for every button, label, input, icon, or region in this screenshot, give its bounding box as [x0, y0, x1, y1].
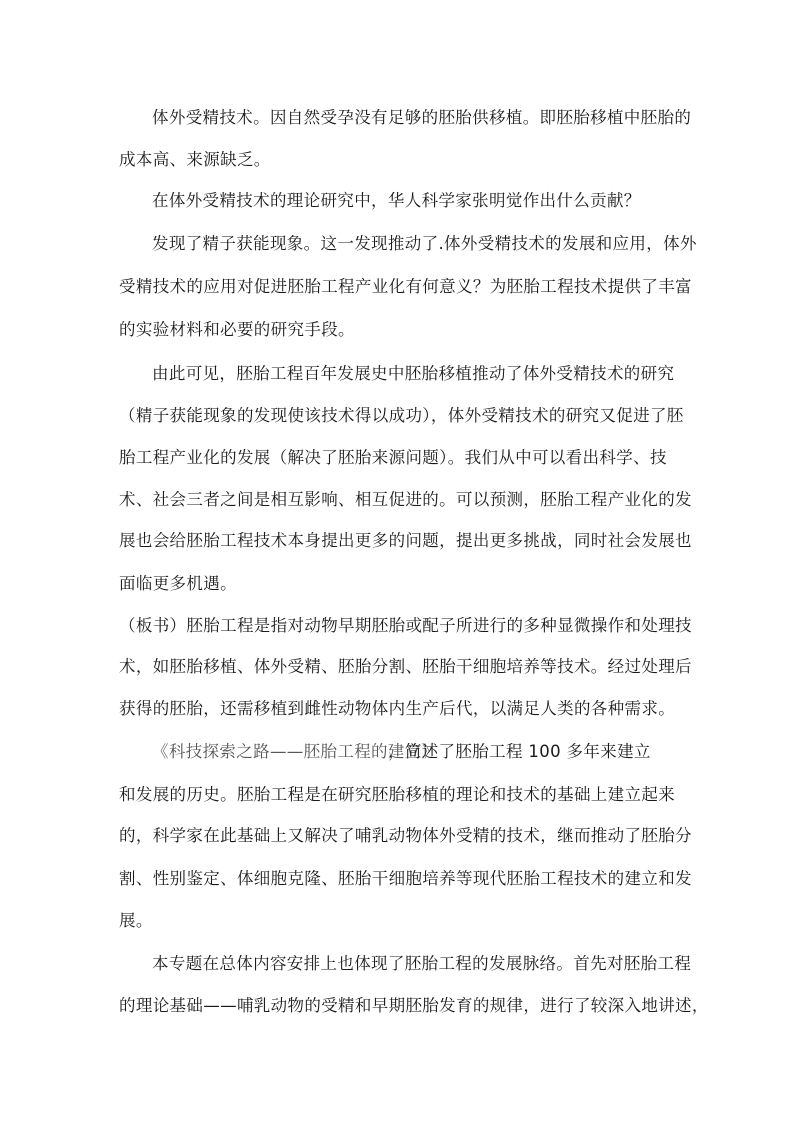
paragraph-line: （精子获能现象的发现使该技术得以成功），体外受精技术的研究又促进了胚 [119, 406, 684, 425]
paragraph-line: 的理论基础——哺乳动物的受精和早期胚胎发育的规律，进行了较深入地讲述， [119, 996, 709, 1015]
paragraph-line: 由此可见，胚胎工程百年发展史中胚胎移植推动了体外受精技术的研究 [152, 364, 675, 383]
paragraph-line: （板书）胚胎工程是指对动物早期胚胎或配子所进行的多种显微操作和处理技 [119, 616, 692, 635]
paragraph-line: 术，如胚胎移植、体外受精、胚胎分割、胚胎干细胞培养等技术。经过处理后 [119, 657, 692, 676]
paragraph-line: 在体外受精技术的理论研究中，华人科学家张明觉作出什么贡献？ [152, 191, 641, 210]
paragraph-line: 本专题在总体内容安排上也体现了胚胎工程的发展脉络。首先对胚胎工程 [152, 954, 692, 973]
paragraph-line: 受精技术的应用对促进胚胎工程产业化有何意义？为胚胎工程技术提供了丰富 [119, 277, 692, 296]
paragraph-line: 胎工程产业化的发展（解决了胚胎来源问题）。我们从中可以看出科学、技 [119, 448, 667, 467]
paragraph-line: 和发展的历史。胚胎工程是在研究胚胎移植的理论和技术的基础上建立起来 [119, 785, 676, 804]
paragraph-line: ，简述了胚胎工程 100 多年来建立 [388, 742, 651, 761]
paragraph-line: 术、社会三者之间是相互影响、相互促进的。可以预测，胚胎工程产业化的发 [119, 490, 692, 509]
paragraph-line: 的，科学家在此基础上又解决了哺乳动物体外受精的技术，继而推动了胚胎分 [119, 826, 692, 845]
paragraph-line: 展。 [119, 911, 153, 930]
paragraph-line: 获得的胚胎，还需移植到雌性动物体内生产后代，以满足人类的各种需求。 [119, 699, 676, 718]
paragraph-line: 割、性别鉴定、体细胞克隆、胚胎干细胞培养等现代胚胎工程技术的建立和发 [119, 869, 692, 888]
paragraph-line: 的实验材料和必要的研究手段。 [119, 320, 355, 339]
paragraph-line: 面临更多机遇。 [119, 574, 237, 593]
paragraph-line: 展也会给胚胎工程技术本身提出更多的问题，提出更多挑战，同时社会发展也 [119, 531, 692, 550]
paragraph-line: 体外受精技术。因自然受孕没有足够的胚胎供移植。即胚胎移植中胚胎的 [152, 108, 692, 127]
paragraph-line: 成本高、来源缺乏。 [119, 150, 271, 169]
book-title: 《科技探索之路——胚胎工程的建立》 [152, 742, 439, 761]
paragraph-line: 发现了精子获能现象。这一发现推动了.体外受精技术的发展和应用，体外 [152, 234, 697, 253]
